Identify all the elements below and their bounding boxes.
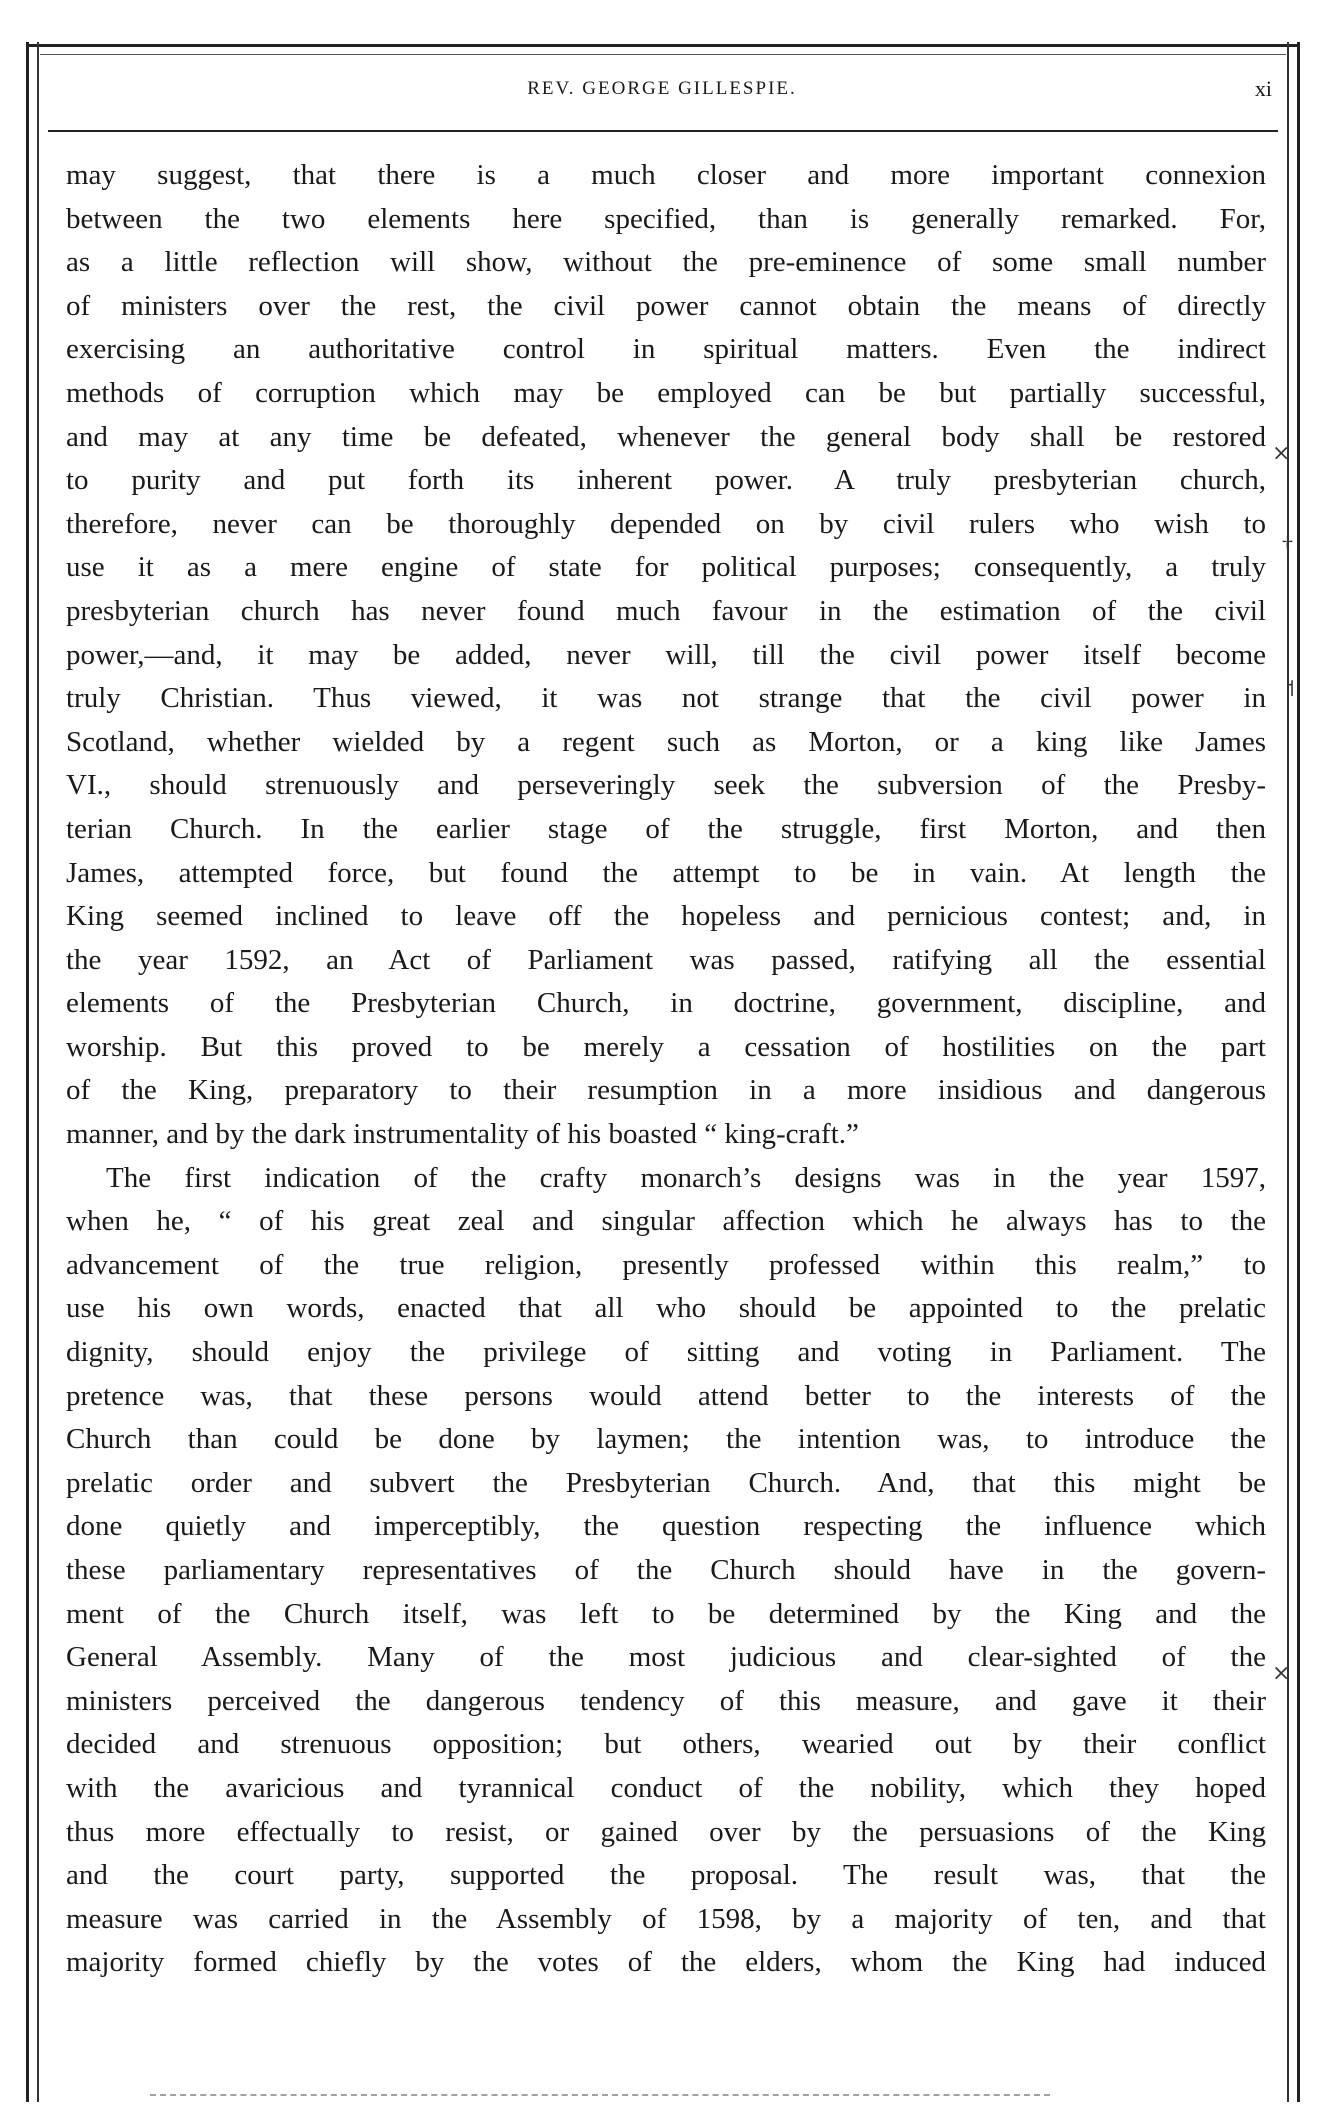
body-text	[66, 154, 1266, 1985]
margin-pencil-mark: ⨯	[1272, 440, 1291, 465]
text-line: ment of the Church itself, was left to be determined by the King and the	[66, 1597, 1266, 1630]
margin-pencil-mark: ˦	[1286, 676, 1295, 701]
text-line: truly Christian. Thus viewed, it was not strange that the civil power in	[66, 682, 1266, 715]
text-line: advancement of the true religion, presently professed within this realm,” to	[66, 1248, 1266, 1281]
text-line: thus more effectually to resist, or gained over by the persuasions of the King	[66, 1815, 1266, 1848]
text-line: therefore, never can be thoroughly depended on by civil rulers who wish to	[66, 507, 1266, 540]
text-line: VI., should strenuously and perseveringly seek the subversion of the Presby-	[66, 769, 1266, 802]
text-line: exercising an authoritative control in spiritual matters. Even the indirect	[66, 333, 1266, 366]
text-line: majority formed chiefly by the votes of the elders, whom the King had induced	[66, 1946, 1266, 1979]
text-line: dignity, should enjoy the privilege of sitting and voting in Parliament. The	[66, 1336, 1266, 1369]
header-rule	[48, 130, 1278, 132]
margin-pencil-mark: ⨯	[1272, 1660, 1291, 1685]
text-line: may suggest, that there is a much closer and more important connexion	[66, 159, 1266, 191]
text-line: of the King, preparatory to their resumption in a more insidious and dangerous	[66, 1074, 1266, 1107]
text-line: as a little reflection will show, without the pre-eminence of some small number	[66, 246, 1266, 279]
text-line: use it as a mere engine of state for political purposes; consequently, a truly	[66, 551, 1266, 584]
margin-pencil-mark: †	[1282, 532, 1293, 557]
text-line: when he, “ of his great zeal and singular affection which he always has to the	[66, 1205, 1266, 1238]
text-line: measure was carried in the Assembly of 1598, by a majority of ten, and that	[66, 1902, 1266, 1935]
text-line: prelatic order and subvert the Presbyterian Church. And, that this might be	[66, 1466, 1266, 1499]
text-line: The first indication of the crafty monarch’s designs was in the year 1597,	[106, 1161, 1266, 1194]
text-line: between the two elements here specified, than is generally remarked. For,	[66, 202, 1266, 235]
text-line: pretence was, that these persons would attend better to the interests of the	[66, 1379, 1266, 1412]
text-line: manner, and by the dark instrumentality of his boasted “ king-craft.”	[66, 1118, 859, 1151]
bottom-scan-artifacts	[150, 2094, 1050, 2102]
text-line: decided and strenuous opposition; but others, wearied out by their conflict	[66, 1728, 1266, 1761]
text-line: elements of the Presbyterian Church, in doctrine, government, discipline, and	[66, 987, 1266, 1020]
text-line: presbyterian church has never found much favour in the estimation of the civil	[66, 594, 1266, 627]
text-line: power,—and, it may be added, never will, till the civil power itself become	[66, 638, 1266, 671]
page-number: xi	[1254, 76, 1272, 101]
text-line: use his own words, enacted that all who should be appointed to the prelatic	[66, 1292, 1266, 1325]
text-line: methods of corruption which may be employed can be but partially successful,	[66, 376, 1266, 409]
text-line: General Assembly. Many of the most judicious and clear-sighted of the	[66, 1641, 1266, 1674]
text-line: with the avaricious and tyrannical conduct of the nobility, which they hoped	[66, 1771, 1266, 1804]
text-line: James, attempted force, but found the attempt to be in vain. At length the	[66, 856, 1266, 889]
text-line: King seemed inclined to leave off the hopeless and pernicious contest; and, in	[66, 900, 1266, 933]
text-line: done quietly and imperceptibly, the question respecting the influence which	[66, 1510, 1266, 1543]
text-line: Church than could be done by laymen; the intention was, to introduce the	[66, 1423, 1266, 1456]
text-line: the year 1592, an Act of Parliament was passed, ratifying all the essential	[66, 943, 1266, 976]
text-line: terian Church. In the earlier stage of the struggle, first Morton, and then	[66, 812, 1266, 845]
text-line: and may at any time be defeated, whenever the general body shall be restored	[66, 420, 1266, 453]
text-line: these parliamentary representatives of the Church should have in the govern-	[66, 1554, 1266, 1586]
page-header	[48, 78, 1276, 122]
text-line: Scotland, whether wielded by a regent such as Morton, or a king like James	[66, 725, 1266, 758]
text-line: ministers perceived the dangerous tendency of this measure, and gave it their	[66, 1684, 1266, 1717]
text-line: of ministers over the rest, the civil power cannot obtain the means of directly	[66, 289, 1266, 322]
text-line: worship. But this proved to be merely a cessation of hostilities on the part	[66, 1030, 1266, 1063]
text-line: to purity and put forth its inherent power. A truly presbyterian church,	[66, 464, 1266, 497]
text-line: and the court party, supported the proposal. The result was, that the	[66, 1859, 1266, 1892]
running-head: REV. GEORGE GILLESPIE.	[527, 78, 797, 99]
